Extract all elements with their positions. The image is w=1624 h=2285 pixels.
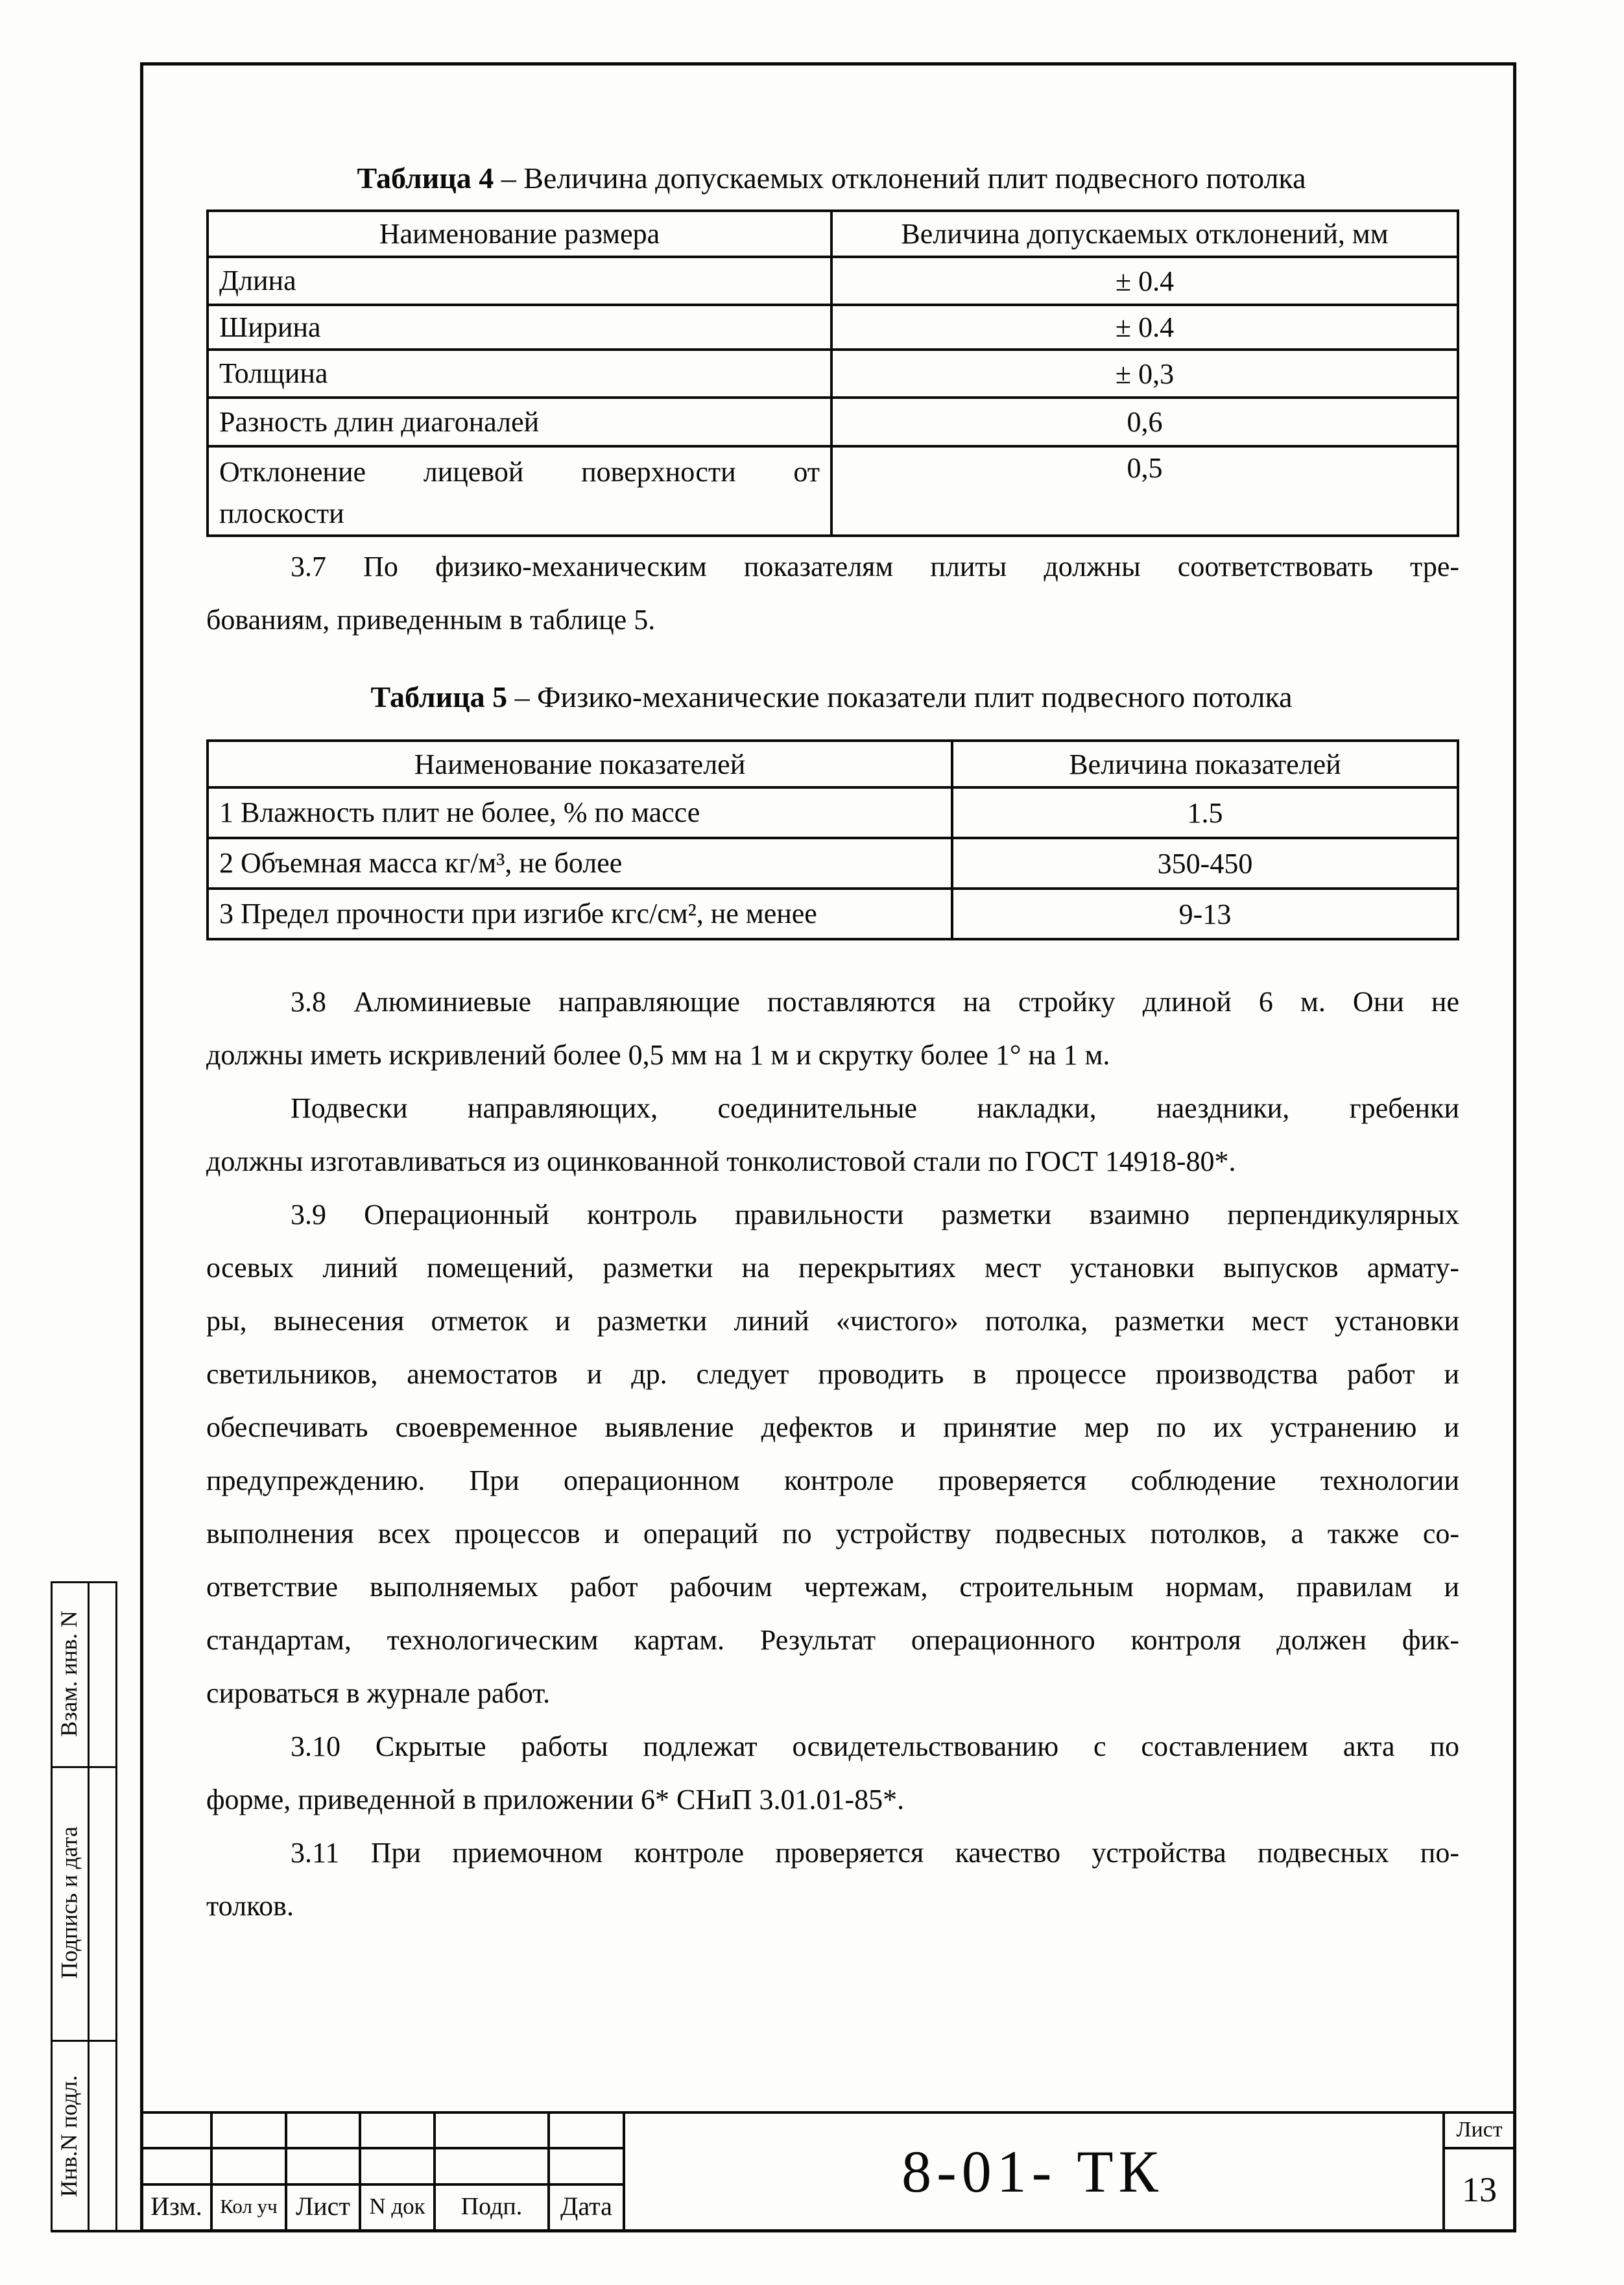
pmain-line-5: осевых линий помещений, разметки на перекрытиях мест установки выпусков армату-	[206, 1252, 1459, 1284]
p37-line-1: бованиям, приведенным в таблице 5.	[206, 604, 656, 636]
sheet-number: 13	[1462, 2170, 1497, 2209]
p37-line-0: 3.7 По физико-механическим показателям плиты должны соответствовать тре-	[291, 551, 1459, 582]
pmain-line-10: выполнения всех процессов и операций по устройству подвесных потолков, а также со-	[206, 1518, 1459, 1549]
table4-row-1	[208, 305, 1458, 350]
stamp-label-data: Дата	[560, 2192, 612, 2221]
document-number: 8-01- ТК	[902, 2138, 1164, 2205]
pmain-line-6: ры, вынесения отметок и разметки линий «чистого» потолка, разметки мест установки	[206, 1305, 1459, 1337]
table4-header-row	[208, 211, 1458, 257]
table-5-title-text: – Физико-механические показатели плит подвесного потолка	[507, 680, 1293, 713]
table4-row-2	[208, 350, 1458, 398]
table5-cell-value-0: 1.5	[952, 787, 1458, 838]
pmain-line-13: сироваться в журнале работ.	[206, 1677, 551, 1709]
stamp-label-kol-uch: Кол уч	[220, 2195, 278, 2218]
table5-cell-value-2: 9-13	[952, 889, 1458, 939]
table4-cell-value-2: ± 0,3	[831, 350, 1458, 398]
table4-cell-name-4	[208, 446, 831, 536]
pmain-line-11: ответствие выполняемых работ рабочим чертежам, строительным нормам, правилам и	[206, 1571, 1459, 1603]
table-4-title-number: Таблица 4	[357, 162, 494, 195]
pmain-line-7: светильников, анемостатов и др. следует проводить в процессе производства работ и	[206, 1358, 1459, 1390]
pmain-line-15: форме, приведенной в приложении 6* СНиП 3.01.01-85*.	[206, 1784, 905, 1815]
table4-cell-value-4: 0,5	[831, 446, 1458, 536]
stamp-label-list: Лист	[296, 2192, 350, 2221]
table-5	[206, 739, 1459, 940]
pmain-line-17: толков.	[206, 1890, 294, 1922]
stamp-row-divider-1	[140, 2147, 625, 2149]
table4-header-col-0: Наименование размера	[208, 211, 831, 257]
pmain-line-0: 3.8 Алюминиевые направляющие поставляются на стройку длиной 6 м. Они не	[291, 986, 1459, 1018]
stamp-label-izm: Изм.	[150, 2192, 202, 2221]
table4-cell-name-1-line-0: Ширина	[219, 311, 321, 343]
table5-row-2	[208, 889, 1458, 939]
pmain-line-9: предупреждению. При операционном контроле проверяется соблюдение технологии	[206, 1465, 1459, 1496]
sidebar-cell-inv-n-podl: Инв.N подл.	[56, 2075, 82, 2197]
pmain-line-3: должны изготавливаться из оцинкованной тонколистовой стали по ГОСТ 14918-80*.	[206, 1145, 1236, 1177]
table5-cell-name-2-line-0: 3 Предел прочности при изгибе кгс/см², не менее	[219, 898, 817, 929]
sidebar-right-line	[115, 1581, 117, 2232]
table4-cell-value-0: ± 0.4	[831, 257, 1458, 305]
pmain-line-1: должны иметь искривлений более 0,5 мм на 1 м и скрутку более 1° на 1 м.	[206, 1039, 1110, 1071]
table4-row-3	[208, 398, 1458, 446]
sidebar-cell-podpis-i-data: Подпись и дата	[56, 1826, 82, 1979]
table4-cell-name-4-line-0: Отклонение лицевой поверхности от	[219, 456, 820, 488]
pmain-line-4: 3.9 Операционный контроль правильности разметки взаимно перпендикулярных	[291, 1199, 1459, 1230]
stamp-label-n-dok: N док	[369, 2194, 425, 2219]
table4-cell-name-0	[208, 257, 831, 305]
table5-row-1	[208, 838, 1458, 889]
table5-cell-name-0-line-0: 1 Влажность плит не более, % по массе	[219, 796, 700, 828]
table5-header-row	[208, 741, 1458, 787]
pmain-line-8: обеспечивать своевременное выявление дефектов и принятие мер по их устранению и	[206, 1411, 1459, 1443]
table4-cell-name-4-line-1: плоскости	[219, 497, 344, 529]
paragraphs-3-8-to-3-11	[206, 975, 1459, 1933]
sidebar-cell-vzam-inv-n: Взам. инв. N	[56, 1610, 82, 1737]
table4-cell-name-0-line-0: Длина	[219, 265, 296, 296]
table-4-title	[206, 156, 1457, 201]
table4-cell-name-3-line-0: Разность длин диагоналей	[219, 405, 540, 438]
table-4	[206, 209, 1459, 537]
table4-row-4	[208, 446, 1458, 536]
pmain-line-14: 3.10 Скрытые работы подлежат освидетельствованию с составлением акта по	[291, 1730, 1459, 1762]
table4-cell-name-2	[208, 350, 831, 398]
pmain-line-2: Подвески направляющих, соединительные накладки, наездники, гребенки	[291, 1092, 1459, 1124]
pmain-line-16: 3.11 При приемочном контроле проверяется качество устройства подвесных по-	[291, 1837, 1459, 1869]
paragraph-3-7	[206, 540, 1459, 647]
table5-header-col-0: Наименование показателей	[208, 741, 952, 787]
table4-cell-value-3: 0,6	[831, 398, 1458, 446]
table4-row-0	[208, 257, 1458, 305]
table4-cell-name-3	[208, 398, 831, 446]
table5-cell-name-0	[208, 787, 952, 838]
table5-cell-name-2	[208, 889, 952, 939]
table5-cell-name-1-line-0: 2 Объемная масса кг/м³, не более	[219, 847, 623, 879]
table4-header-col-1: Величина допускаемых отклонений, мм	[831, 211, 1458, 257]
table5-cell-name-1	[208, 838, 952, 889]
table-5-title	[206, 675, 1457, 720]
table-4-title-text: – Величина допускаемых отклонений плит подвесного потолка	[494, 162, 1306, 195]
table5-cell-value-1: 350-450	[952, 838, 1458, 889]
sheet-word-label: Лист	[1456, 2118, 1503, 2142]
table5-header-col-1: Величина показателей	[952, 741, 1458, 787]
stamp-label-podp: Подп.	[460, 2193, 523, 2220]
table4-cell-value-1: ± 0.4	[831, 305, 1458, 350]
table-5-title-number: Таблица 5	[370, 680, 508, 713]
table4-cell-name-2-line-0: Толщина	[219, 357, 328, 389]
table5-row-0	[208, 787, 1458, 838]
pmain-line-12: стандартам, технологическим картам. Результат операционного контроля должен фик-	[206, 1624, 1459, 1656]
table4-cell-name-1	[208, 305, 831, 350]
